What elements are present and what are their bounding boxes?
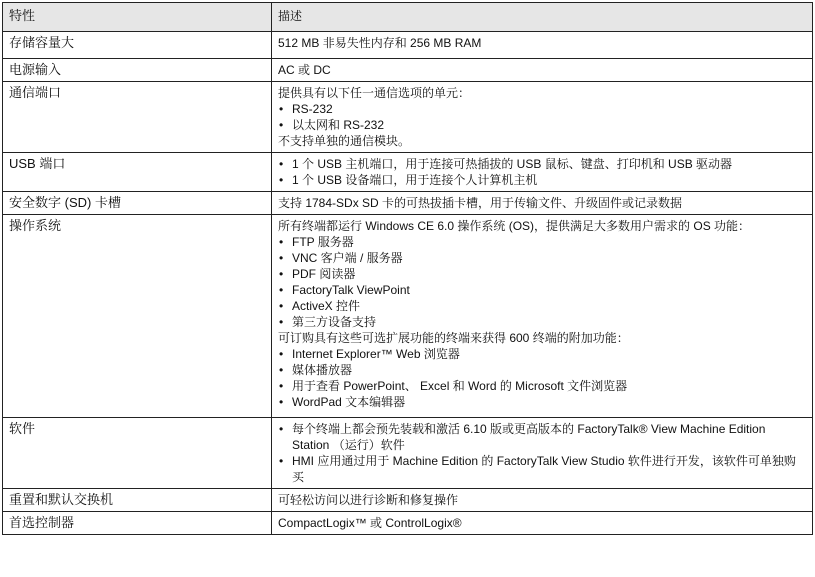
row-label-power: 电源输入 xyxy=(3,59,272,82)
table-row xyxy=(3,418,813,489)
row-desc-software xyxy=(272,418,813,489)
list-item: • PDF 阅读器 xyxy=(278,266,806,282)
list-item: • RS-232 xyxy=(278,101,806,117)
list-item: • ActiveX 控件 xyxy=(278,298,806,314)
table-row xyxy=(3,489,813,512)
row-text-storage: 512 MB 非易失性内存和 256 MB RAM xyxy=(272,32,813,59)
software-item-text: • HMI 应用通过用于 Machine Edition 的 FactoryTalk View Studio 软件进行开发，该软件可单独购买 xyxy=(292,454,796,484)
software-list xyxy=(278,421,806,485)
list-item: • 媒体播放器 xyxy=(278,362,806,378)
table-row xyxy=(3,59,813,82)
comm-list xyxy=(278,101,806,133)
list-item: • 第三方设备支持 xyxy=(278,314,806,330)
table-row xyxy=(3,32,813,59)
list-item: • 用于查看 PowerPoint、 Excel 和 Word 的 Microsoft 文件浏览器 xyxy=(278,378,806,394)
os-intro-2: 可订购具有这些可选扩展功能的终端来获得 600 终端的附加功能： xyxy=(278,331,629,345)
list-item: • 1 个 USB 设备端口，用于连接个人计算机主机 xyxy=(278,172,806,188)
spec-table xyxy=(2,2,813,535)
os-intro: 所有终端都运行 Windows CE 6.0 操作系统 (OS)，提供满足大多数用户需求的 OS 功能： xyxy=(278,219,751,233)
row-text-power: AC 或 DC xyxy=(272,59,813,82)
row-label-os: 操作系统 xyxy=(3,215,272,418)
list-item: • 以太网和 RS-232 xyxy=(278,117,806,133)
row-label-storage: 存储容量大 xyxy=(3,32,272,59)
list-item: • FTP 服务器 xyxy=(278,234,806,250)
software-item-text: • 每个终端上都会预先装载和激活 6.10 版或更高版本的 FactoryTalk® View Machine Edition Station （运行）软件 xyxy=(292,422,766,452)
os-features-list xyxy=(278,234,806,330)
row-label-usb: USB 端口 xyxy=(3,153,272,192)
table-row xyxy=(3,512,813,535)
row-desc-os xyxy=(272,215,813,418)
row-label-software: 软件 xyxy=(3,418,272,489)
list-item xyxy=(278,421,806,453)
row-text-sd: 支持 1784-SDx SD 卡的可热拔插卡槽，用于传输文件、升级固件或记录数据 xyxy=(272,192,813,215)
list-item: • VNC 客户端 / 服务器 xyxy=(278,250,806,266)
row-label-controllers: 首选控制器 xyxy=(3,512,272,535)
table-row xyxy=(3,215,813,418)
row-text-controllers: CompactLogix™ 或 ControlLogix® xyxy=(272,512,813,535)
list-item: • Internet Explorer™ Web 浏览器 xyxy=(278,346,806,362)
comm-intro: 提供具有以下任一通信选项的单元： xyxy=(278,86,471,100)
list-item: • WordPad 文本编辑器 xyxy=(278,394,806,410)
header-feature: 特性 xyxy=(3,3,272,32)
comm-note: 不支持单独的通信模块。 xyxy=(278,134,411,148)
row-text-reset: 可轻松访问以进行诊断和修复操作 xyxy=(272,489,813,512)
row-desc-comm xyxy=(272,82,813,153)
table-row xyxy=(3,192,813,215)
table-row xyxy=(3,82,813,153)
table-row xyxy=(3,153,813,192)
row-desc-usb xyxy=(272,153,813,192)
row-label-comm: 通信端口 xyxy=(3,82,272,153)
os-optional-list xyxy=(278,346,806,410)
row-label-reset: 重置和默认交换机 xyxy=(3,489,272,512)
row-label-sd: 安全数字 (SD) 卡槽 xyxy=(3,192,272,215)
list-item: • 1 个 USB 主机端口，用于连接可热插拔的 USB 鼠标、键盘、打印机和 USB 驱动器 xyxy=(278,156,806,172)
usb-list xyxy=(278,156,806,188)
list-item xyxy=(278,453,806,485)
list-item: • FactoryTalk ViewPoint xyxy=(278,282,806,298)
header-row xyxy=(3,3,813,32)
header-description: 描述 xyxy=(272,3,813,32)
